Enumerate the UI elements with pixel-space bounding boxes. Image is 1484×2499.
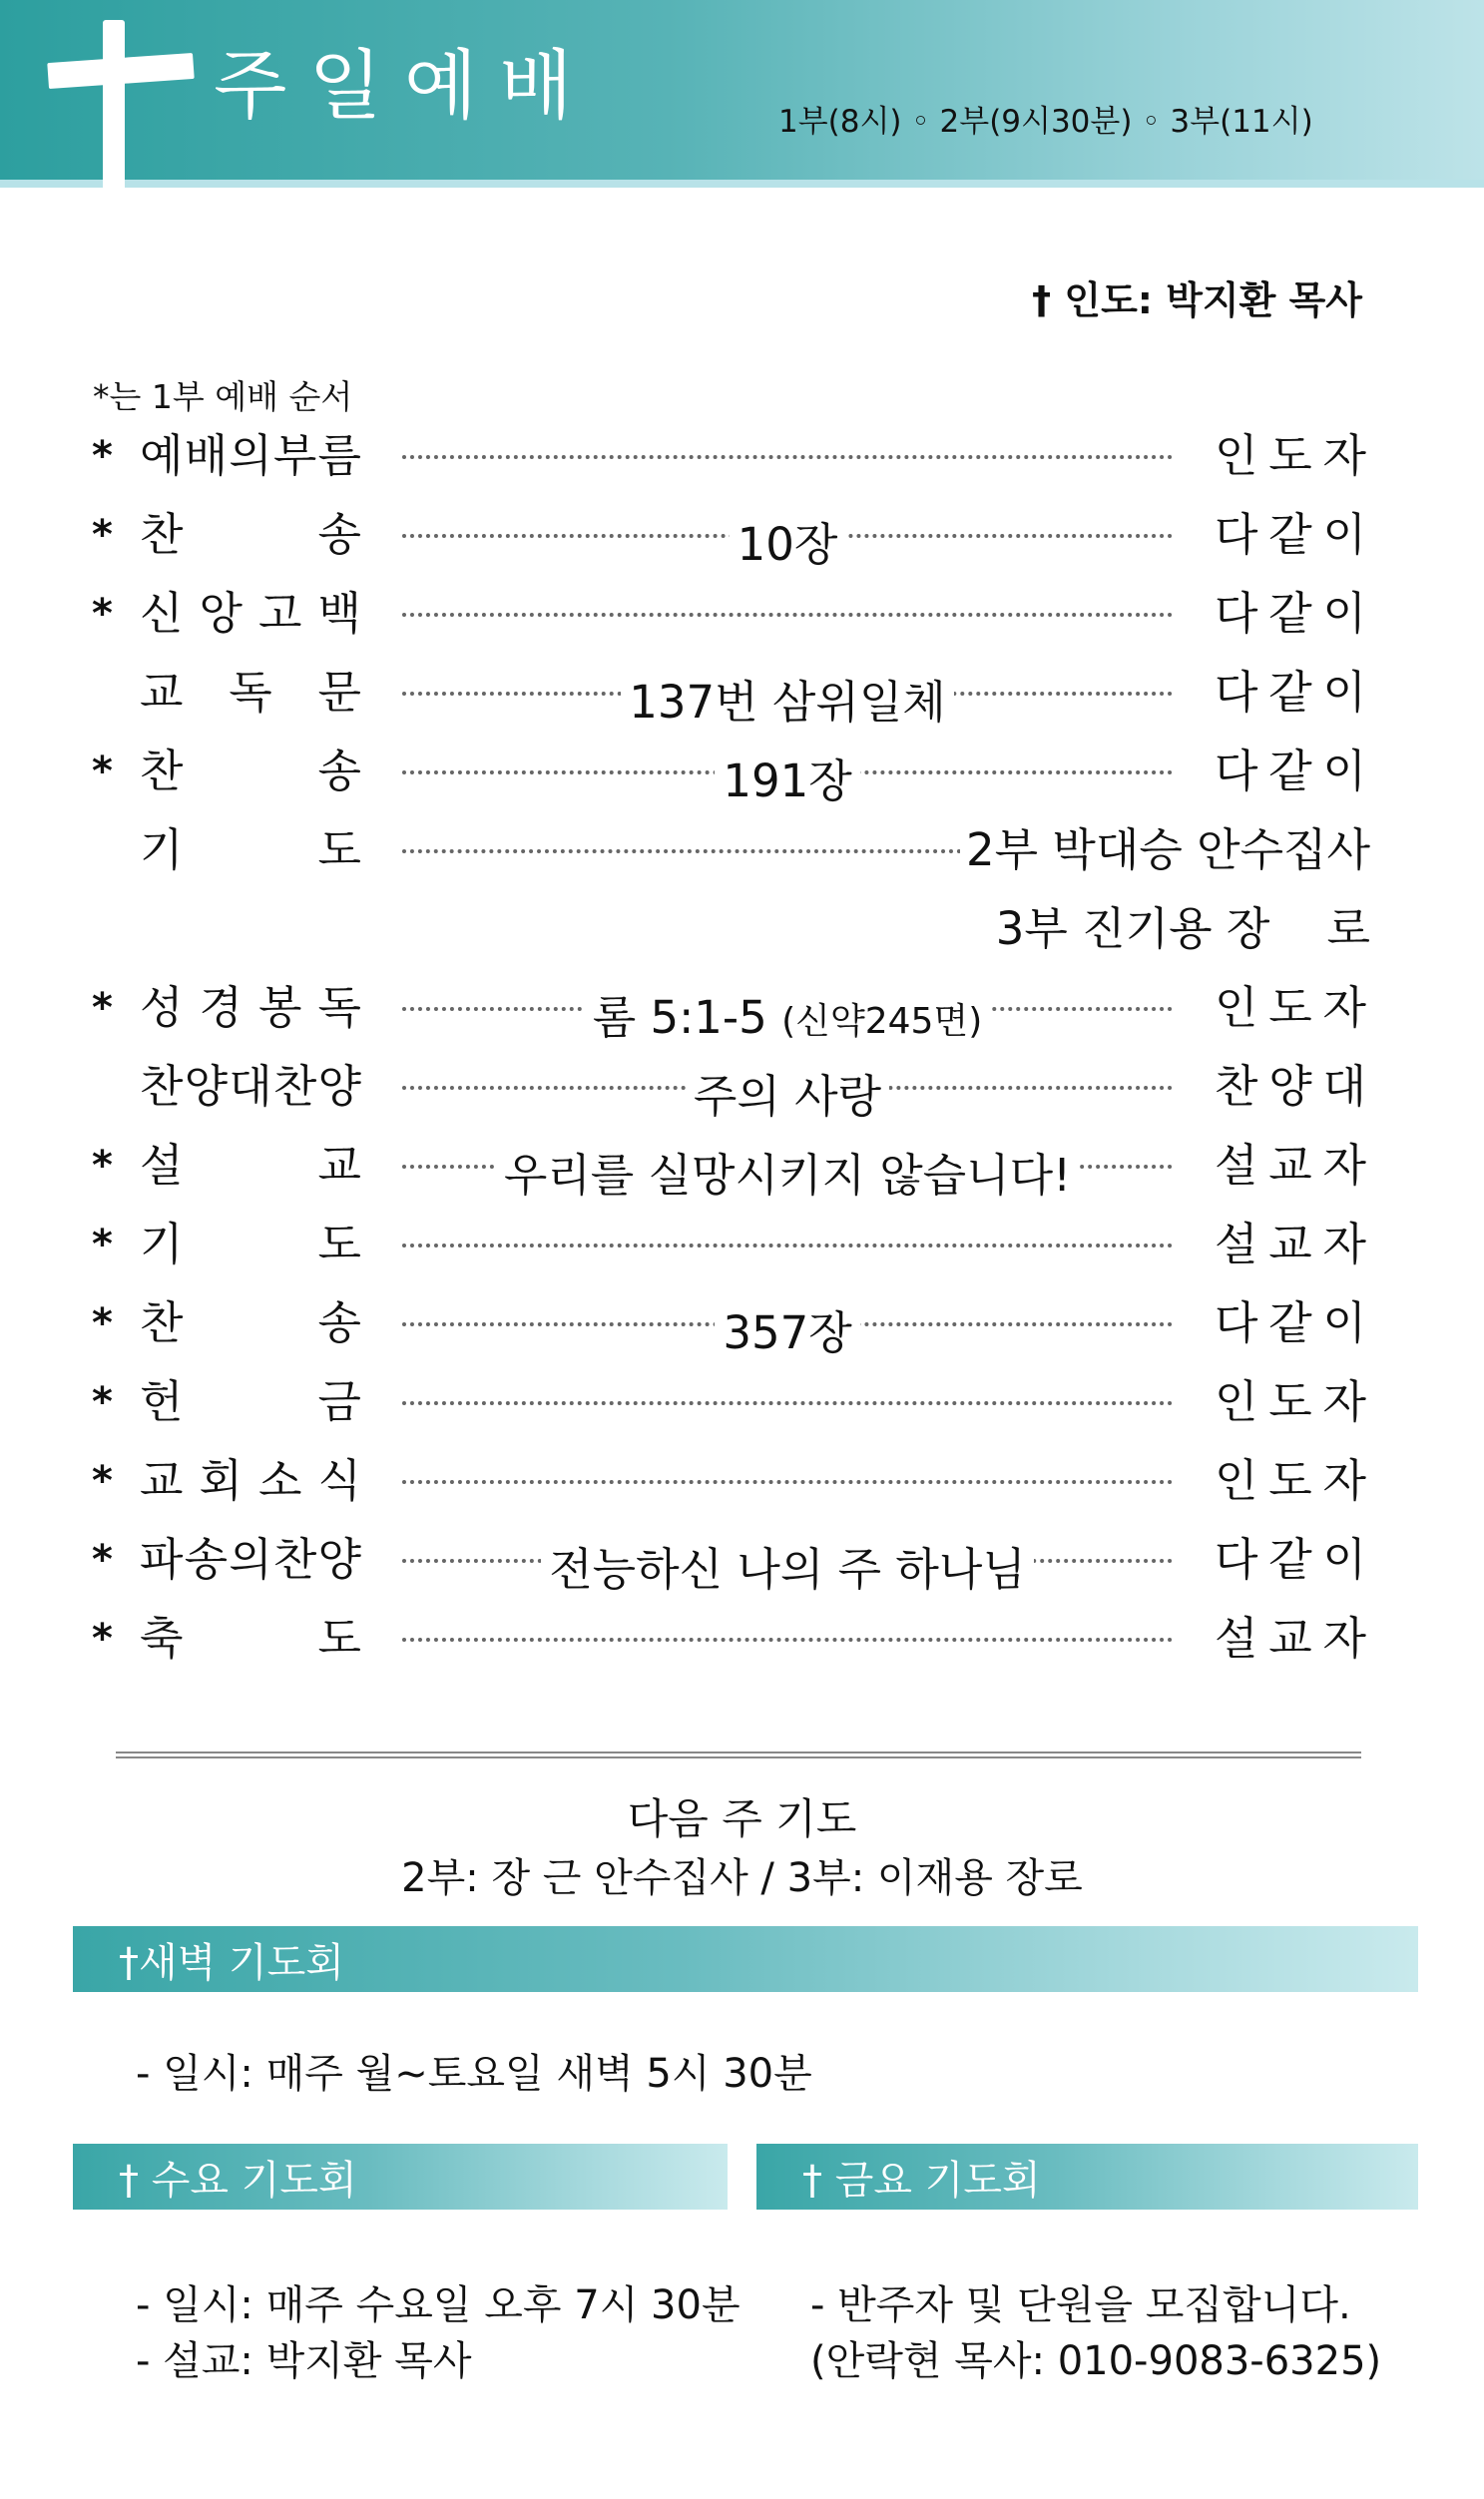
order-label-char: 봉: [258, 981, 302, 1034]
order-person-char: 교: [1268, 1139, 1312, 1192]
order-person-char: 같: [1268, 745, 1312, 797]
order-label-char: 경: [199, 981, 243, 1034]
order-person-char: 자: [1322, 1375, 1366, 1428]
order-label-char: 문: [317, 666, 361, 719]
order-label: [140, 1208, 361, 1272]
order-row: [0, 1365, 1484, 1435]
order-row: [0, 1444, 1484, 1514]
order-label-char: 교: [140, 666, 184, 719]
order-person-char: 다: [1215, 666, 1258, 719]
order-person-char: 이: [1322, 508, 1366, 561]
order-label-char: 금: [317, 1375, 361, 1428]
order-detail: [402, 745, 1173, 809]
order-label: [140, 1050, 361, 1115]
order-label: [140, 577, 361, 642]
order-person: [1215, 1365, 1366, 1430]
order-person-char: 설: [1215, 1612, 1258, 1665]
order-label: [140, 419, 361, 484]
order-label: [140, 656, 361, 721]
header-divider: [0, 180, 1484, 188]
dotted-leader: [402, 1480, 1173, 1484]
order-person-char: 다: [1215, 1533, 1258, 1586]
order-person-char: 설: [1215, 1139, 1258, 1192]
order-detail-main: 전능하신 나의 주 하나님: [549, 1543, 1026, 1596]
order-label: [140, 1523, 361, 1588]
order-label-char: 송: [317, 745, 361, 797]
order-label-char: 독: [317, 981, 361, 1034]
order-person: [1215, 1208, 1366, 1272]
order-star: *: [92, 1379, 113, 1425]
order-detail-text: [496, 1149, 1079, 1202]
order-label: [140, 1365, 361, 1430]
order-label-char: 송: [184, 1533, 229, 1586]
order-star: *: [92, 1222, 113, 1267]
order-person: 2부 박대승 안수집사: [960, 813, 1370, 878]
order-label-char: 의: [229, 429, 272, 482]
order-label-char: 도: [317, 1218, 361, 1270]
order-person: [1215, 1602, 1366, 1667]
order-label: [140, 1129, 361, 1194]
order-person-char: 인: [1215, 1454, 1258, 1507]
order-detail: [402, 1533, 1173, 1598]
order-label-char: 찬: [140, 1060, 184, 1113]
order-label: [140, 1602, 361, 1667]
order-label-char: 백: [317, 587, 361, 640]
order-person-char: 교: [1268, 1612, 1312, 1665]
order-label-char: 소: [258, 1454, 302, 1507]
order-label-char: 양: [317, 1060, 361, 1113]
order-person-char: 이: [1322, 745, 1366, 797]
order-star: *: [92, 591, 113, 637]
wednesday-prayer-header: [73, 2144, 728, 2210]
service-times: 1부(8시) ◦ 2부(9시30분) ◦ 3부(11시): [778, 104, 1313, 140]
order-star: *: [92, 1300, 113, 1346]
order-person-char: 양: [1268, 1060, 1312, 1113]
wednesday-prayer-preacher: - 설교: 박지환 목사: [136, 2338, 472, 2384]
order-person: [1215, 419, 1366, 484]
order-person-char: 자: [1322, 1139, 1366, 1192]
order-person: [1215, 1050, 1366, 1115]
order-detail: [402, 1060, 1173, 1125]
order-star: *: [92, 1537, 113, 1583]
order-star: *: [92, 749, 113, 794]
wednesday-prayer-title: † 수요 기도회: [119, 2157, 357, 2204]
order-person-char: 도: [1268, 981, 1312, 1034]
order-person-char: 다: [1215, 745, 1258, 797]
order-detail-text: [621, 676, 954, 729]
order-row: [0, 892, 1484, 962]
order-label-char: 찬: [140, 1296, 184, 1349]
order-row: [0, 1523, 1484, 1596]
order-label-char: 름: [317, 429, 361, 482]
order-detail: [402, 1139, 1173, 1204]
order-detail-main: 롬 5:1-5: [592, 991, 767, 1044]
order-label-char: 성: [140, 981, 184, 1034]
dotted-leader: [402, 613, 1173, 617]
order-label-char: 교: [317, 1139, 361, 1192]
order-label-char: 설: [140, 1139, 184, 1192]
order-person-char: 같: [1268, 508, 1312, 561]
order-person-char: 같: [1268, 1533, 1312, 1586]
order-row: [0, 1602, 1484, 1672]
order-label: [140, 813, 361, 878]
order-label-char: 기: [140, 1218, 184, 1270]
order-person-char: 교: [1268, 1218, 1312, 1270]
order-label-char: 축: [140, 1612, 184, 1665]
friday-prayer-contact: (안락현 목사: 010-9083-6325): [810, 2338, 1382, 2384]
order-label-char: 양: [184, 1060, 229, 1113]
order-person: 3부 진기용 장 로: [990, 892, 1370, 957]
section-divider: [116, 1751, 1361, 1758]
order-person-char: 인: [1215, 1375, 1258, 1428]
order-note: *는 1부 예배 순서: [93, 377, 353, 416]
order-detail-main: 137번 삼위일체: [629, 676, 946, 729]
order-label: [140, 1286, 361, 1351]
order-label-char: 찬: [272, 1533, 317, 1586]
order-detail-main: 주의 사랑: [693, 1070, 882, 1123]
order-person-char: 인: [1215, 429, 1258, 482]
order-person-char: 도: [1268, 1375, 1312, 1428]
order-label: [140, 1444, 361, 1509]
order-person-char: 자: [1322, 981, 1366, 1034]
order-label-char: 의: [229, 1533, 272, 1586]
order-label-char: 고: [258, 587, 302, 640]
order-row: [0, 1129, 1484, 1202]
order-detail: [402, 666, 1173, 731]
order-person-char: 같: [1268, 1296, 1312, 1349]
order-label-char: 독: [229, 666, 272, 719]
order-person-char: 찬: [1215, 1060, 1258, 1113]
order-person: [1215, 1523, 1366, 1588]
order-label-char: 교: [140, 1454, 184, 1507]
wednesday-prayer-time: - 일시: 매주 수요일 오후 7시 30분: [136, 2282, 741, 2328]
order-label-char: 신: [140, 587, 184, 640]
order-detail-main: 357장: [723, 1306, 852, 1359]
order-label: [140, 498, 361, 563]
order-detail-note: (신약245면): [781, 1001, 983, 1042]
order-person: [1215, 577, 1366, 642]
order-label-char: 기: [140, 823, 184, 876]
order-label-char: 식: [317, 1454, 361, 1507]
order-detail-text: [585, 991, 991, 1044]
order-person-char: 대: [1322, 1060, 1366, 1113]
order-person-char: 이: [1322, 1296, 1366, 1349]
order-person-char: 자: [1322, 429, 1366, 482]
order-person-char: 이: [1322, 587, 1366, 640]
order-person: [1215, 735, 1366, 799]
order-detail: [402, 981, 1173, 1046]
order-detail-text: [730, 518, 846, 571]
order-label-char: 양: [317, 1533, 361, 1586]
order-person: [1215, 1444, 1366, 1509]
order-label-char: 배: [184, 429, 229, 482]
order-star: *: [92, 512, 113, 558]
order-star: *: [92, 985, 113, 1031]
order-person: [1215, 971, 1366, 1036]
dawn-prayer-time: - 일시: 매주 월~토요일 새벽 5시 30분: [136, 2051, 812, 2097]
order-label-char: 회: [199, 1454, 243, 1507]
order-row: [0, 577, 1484, 647]
order-label-char: 파: [140, 1533, 184, 1586]
order-row: [0, 1050, 1484, 1123]
order-star: *: [92, 1143, 113, 1189]
order-row: [0, 656, 1484, 729]
order-label: [140, 971, 361, 1036]
dotted-leader: [402, 1401, 1173, 1405]
order-detail-main: 우리를 실망시키지 않습니다!: [503, 1149, 1072, 1202]
order-label-char: 송: [317, 1296, 361, 1349]
cross-icon: [103, 20, 125, 192]
friday-prayer-title: † 금요 기도회: [802, 2157, 1041, 2204]
order-detail: [402, 1296, 1173, 1361]
order-label-char: 찬: [140, 745, 184, 797]
order-label-char: 도: [317, 823, 361, 876]
order-detail-text: [715, 1306, 859, 1359]
order-person-char: 도: [1268, 429, 1312, 482]
friday-prayer-header: [756, 2144, 1418, 2210]
friday-prayer-recruit: - 반주자 및 단원을 모집합니다.: [810, 2282, 1351, 2328]
order-row: [0, 735, 1484, 807]
order-label-char: 송: [317, 508, 361, 561]
next-week-prayer: 2부: 장 근 안수집사 / 3부: 이재용 장로: [401, 1855, 1083, 1901]
page-title: 주일예배: [214, 41, 595, 130]
order-row: [0, 498, 1484, 571]
order-person-char: 다: [1215, 1296, 1258, 1349]
leader-info: † 인도: 박지환 목사: [1032, 278, 1362, 322]
order-person: [1215, 498, 1366, 563]
order-detail-text: [541, 1543, 1034, 1596]
order-label-char: 예: [140, 429, 184, 482]
order-person-char: 다: [1215, 508, 1258, 561]
dotted-leader: [402, 455, 1173, 459]
dotted-leader: [402, 1638, 1173, 1642]
order-person-char: 이: [1322, 666, 1366, 719]
order-detail-main: 10장: [737, 518, 838, 571]
order-row: [0, 1286, 1484, 1359]
order-person: [1215, 1286, 1366, 1351]
order-detail: [402, 508, 1173, 573]
order-person-char: 자: [1322, 1454, 1366, 1507]
dawn-prayer-title: †새벽 기도회: [119, 1939, 344, 1986]
order-star: *: [92, 433, 113, 479]
order-person: [1215, 656, 1366, 721]
order-person: [1215, 1129, 1366, 1194]
order-star: *: [92, 1458, 113, 1504]
order-person-char: 이: [1322, 1533, 1366, 1586]
order-label-char: 찬: [272, 1060, 317, 1113]
order-detail-text: [715, 754, 859, 807]
order-person-char: 같: [1268, 587, 1312, 640]
dotted-leader: [402, 1244, 1173, 1248]
order-label-char: 앙: [199, 587, 243, 640]
order-person-char: 인: [1215, 981, 1258, 1034]
order-label-char: 헌: [140, 1375, 184, 1428]
order-label-char: 찬: [140, 508, 184, 561]
order-detail-main: 191장: [723, 754, 852, 807]
order-row: [0, 971, 1484, 1044]
order-row: [0, 813, 1484, 883]
order-person-char: 설: [1215, 1218, 1258, 1270]
order-label-char: 대: [229, 1060, 272, 1113]
order-label: [140, 735, 361, 799]
order-label-char: 부: [272, 429, 317, 482]
order-label-char: 도: [317, 1612, 361, 1665]
order-person-char: 자: [1322, 1612, 1366, 1665]
order-star: *: [92, 1616, 113, 1662]
order-row: [0, 1208, 1484, 1277]
order-person-char: 다: [1215, 587, 1258, 640]
order-person-char: 같: [1268, 666, 1312, 719]
order-row: [0, 419, 1484, 489]
order-person-char: 자: [1322, 1218, 1366, 1270]
dawn-prayer-header: [73, 1926, 1418, 1992]
order-detail-text: [686, 1070, 889, 1123]
order-person-char: 도: [1268, 1454, 1312, 1507]
next-week-title: 다음 주 기도: [627, 1794, 857, 1843]
